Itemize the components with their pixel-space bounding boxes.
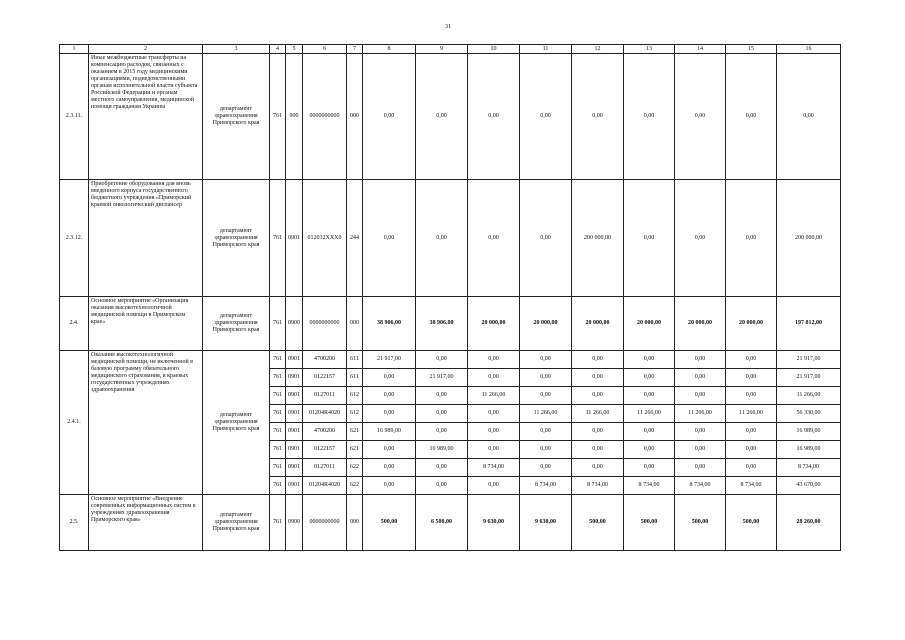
code-vr: 611 xyxy=(347,351,363,369)
measure-name: Иные межбюджетные трансферты на компенсацию расходов, связанных с оказанием в 2015 году медицинскими организациями, подведомственными органам исполнительной власти субъекта Российской Федерации и органам местного самоуправления, медицинской помощи гражданам Украины xyxy=(89,54,203,180)
value-cell: 0,00 xyxy=(726,180,777,297)
code-rzpr: 0900 xyxy=(286,495,303,551)
value-cell: 56 330,00 xyxy=(777,405,841,423)
value-cell: 0,00 xyxy=(416,477,468,495)
value-cell: 0,00 xyxy=(416,54,468,180)
column-header: 6 xyxy=(303,45,347,54)
code-rzpr: 0901 xyxy=(286,387,303,405)
budget-table xyxy=(59,44,841,551)
value-cell: 43 670,00 xyxy=(777,477,841,495)
code-grbs: 761 xyxy=(270,369,286,387)
value-cell: 16 989,00 xyxy=(363,423,416,441)
value-cell: 200 000,00 xyxy=(572,180,624,297)
value-cell: 0,00 xyxy=(416,351,468,369)
code-rzpr: 0901 xyxy=(286,459,303,477)
code-vr: 244 xyxy=(347,180,363,297)
code-csr: 012032XXX0 xyxy=(303,180,347,297)
value-cell: 21 917,00 xyxy=(777,351,841,369)
value-cell: 8 734,00 xyxy=(777,459,841,477)
value-cell: 0,00 xyxy=(363,477,416,495)
value-cell: 0,00 xyxy=(572,423,624,441)
value-cell: 21 917,00 xyxy=(777,369,841,387)
code-grbs: 761 xyxy=(270,387,286,405)
value-cell: 38 906,00 xyxy=(416,297,468,351)
value-cell: 11 266,00 xyxy=(572,405,624,423)
value-cell: 11 266,00 xyxy=(726,405,777,423)
value-cell: 38 906,00 xyxy=(363,297,416,351)
code-grbs: 761 xyxy=(270,405,286,423)
column-header: 1 xyxy=(60,45,89,54)
code-grbs: 761 xyxy=(270,441,286,459)
code-vr: 612 xyxy=(347,405,363,423)
measure-name: Основное мероприятие «Организация оказания высокотехнологичной медицинской помощи в Приморском крае» xyxy=(89,297,203,351)
column-header: 12 xyxy=(572,45,624,54)
row-number: 2.4.1. xyxy=(60,351,89,495)
column-header: 11 xyxy=(520,45,572,54)
column-header: 15 xyxy=(726,45,777,54)
code-grbs: 761 xyxy=(270,423,286,441)
code-csr: 0127011 xyxy=(303,459,347,477)
code-vr: 611 xyxy=(347,369,363,387)
value-cell: 0,00 xyxy=(572,351,624,369)
value-cell: 8 734,00 xyxy=(572,477,624,495)
code-rzpr: 0900 xyxy=(286,297,303,351)
value-cell: 500,00 xyxy=(572,495,624,551)
value-cell: 0,00 xyxy=(468,441,520,459)
code-vr: 622 xyxy=(347,477,363,495)
value-cell: 11 266,00 xyxy=(777,387,841,405)
column-header: 9 xyxy=(416,45,468,54)
value-cell: 0,00 xyxy=(520,351,572,369)
column-header: 4 xyxy=(270,45,286,54)
executor: департамент здравоохранения Приморского края xyxy=(203,297,270,351)
value-cell: 0,00 xyxy=(363,387,416,405)
value-cell: 8 734,00 xyxy=(468,459,520,477)
column-header: 5 xyxy=(286,45,303,54)
value-cell: 0,00 xyxy=(675,441,726,459)
value-cell: 20 000,00 xyxy=(624,297,675,351)
value-cell: 21 917,00 xyxy=(363,351,416,369)
value-cell: 0,00 xyxy=(572,459,624,477)
value-cell: 0,00 xyxy=(363,369,416,387)
value-cell: 0,00 xyxy=(468,180,520,297)
value-cell: 500,00 xyxy=(726,495,777,551)
code-grbs: 761 xyxy=(270,297,286,351)
value-cell: 0,00 xyxy=(468,405,520,423)
column-header: 10 xyxy=(468,45,520,54)
value-cell: 0,00 xyxy=(726,351,777,369)
value-cell: 0,00 xyxy=(624,369,675,387)
value-cell: 20 000,00 xyxy=(520,297,572,351)
value-cell: 0,00 xyxy=(675,387,726,405)
value-cell: 16 989,00 xyxy=(416,441,468,459)
value-cell: 0,00 xyxy=(572,387,624,405)
code-grbs: 761 xyxy=(270,459,286,477)
measure-name: Приобретение оборудования для вновь введенного корпуса государственного бюджетного учреждения «Приморский краевой онкологический диспансер xyxy=(89,180,203,297)
code-grbs: 761 xyxy=(270,351,286,369)
code-rzpr: 0901 xyxy=(286,405,303,423)
code-csr: 01204R4020 xyxy=(303,405,347,423)
value-cell: 0,00 xyxy=(416,459,468,477)
measure-name: Оказание высокотехнологичной медицинской помощи, не включенной в базовую программу обязательного медицинского страхования, в краевых государственных учреждениях здравоохранения xyxy=(89,351,203,495)
column-header: 8 xyxy=(363,45,416,54)
value-cell: 0,00 xyxy=(726,423,777,441)
value-cell: 0,00 xyxy=(572,369,624,387)
value-cell: 0,00 xyxy=(363,459,416,477)
value-cell: 0,00 xyxy=(726,54,777,180)
value-cell: 0,00 xyxy=(624,54,675,180)
value-cell: 0,00 xyxy=(572,441,624,459)
value-cell: 6 500,00 xyxy=(416,495,468,551)
value-cell: 0,00 xyxy=(624,351,675,369)
row-number: 2.3.11. xyxy=(60,54,89,180)
code-csr: 0000000000 xyxy=(303,495,347,551)
value-cell: 0,00 xyxy=(726,459,777,477)
code-vr: 622 xyxy=(347,459,363,477)
value-cell: 500,00 xyxy=(675,495,726,551)
code-vr: 000 xyxy=(347,495,363,551)
table-header-row xyxy=(60,45,841,54)
code-grbs: 761 xyxy=(270,180,286,297)
code-csr: 0000000000 xyxy=(303,297,347,351)
column-header: 2 xyxy=(89,45,203,54)
code-csr: 0127011 xyxy=(303,387,347,405)
value-cell: 8 734,00 xyxy=(520,477,572,495)
value-cell: 0,00 xyxy=(363,405,416,423)
table-row xyxy=(60,297,841,351)
table-row xyxy=(60,495,841,551)
value-cell: 0,00 xyxy=(726,387,777,405)
code-csr: 0000000000 xyxy=(303,54,347,180)
value-cell: 0,00 xyxy=(520,459,572,477)
value-cell: 0,00 xyxy=(468,369,520,387)
page-number: 31 xyxy=(445,24,451,30)
value-cell: 0,00 xyxy=(624,441,675,459)
value-cell: 20 000,00 xyxy=(675,297,726,351)
value-cell: 0,00 xyxy=(675,54,726,180)
subrows-2-4-1 xyxy=(60,351,841,495)
value-cell: 11 266,00 xyxy=(675,405,726,423)
value-cell: 9 630,00 xyxy=(468,495,520,551)
value-cell: 0,00 xyxy=(572,54,624,180)
value-cell: 0,00 xyxy=(468,477,520,495)
value-cell: 20 000,00 xyxy=(468,297,520,351)
value-cell: 9 630,00 xyxy=(520,495,572,551)
executor: департамент здравоохранения Приморского края xyxy=(203,54,270,180)
value-cell: 500,00 xyxy=(363,495,416,551)
table-row xyxy=(60,54,841,180)
code-csr: 4700200 xyxy=(303,351,347,369)
row-number: 2.4. xyxy=(60,297,89,351)
value-cell: 0,00 xyxy=(675,351,726,369)
value-cell: 0,00 xyxy=(624,459,675,477)
value-cell: 0,00 xyxy=(675,459,726,477)
code-csr: 0122157 xyxy=(303,441,347,459)
value-cell: 0,00 xyxy=(468,54,520,180)
value-cell: 0,00 xyxy=(520,441,572,459)
table-row xyxy=(60,180,841,297)
value-cell: 0,00 xyxy=(468,423,520,441)
value-cell: 0,00 xyxy=(520,54,572,180)
code-rzpr: 0901 xyxy=(286,477,303,495)
value-cell: 0,00 xyxy=(416,180,468,297)
value-cell: 0,00 xyxy=(777,54,841,180)
code-rzpr: 0901 xyxy=(286,180,303,297)
code-vr: 000 xyxy=(347,54,363,180)
value-cell: 0,00 xyxy=(675,423,726,441)
value-cell: 8 734,00 xyxy=(726,477,777,495)
code-csr: 0122157 xyxy=(303,369,347,387)
code-rzpr: 0901 xyxy=(286,369,303,387)
column-header: 14 xyxy=(675,45,726,54)
value-cell: 0,00 xyxy=(520,423,572,441)
table-row xyxy=(60,351,841,369)
value-cell: 20 000,00 xyxy=(726,297,777,351)
value-cell: 11 266,00 xyxy=(624,405,675,423)
value-cell: 0,00 xyxy=(675,180,726,297)
column-header: 3 xyxy=(203,45,270,54)
value-cell: 0,00 xyxy=(624,180,675,297)
value-cell: 0,00 xyxy=(416,387,468,405)
value-cell: 8 734,00 xyxy=(624,477,675,495)
row-number: 2.5. xyxy=(60,495,89,551)
code-vr: 621 xyxy=(347,441,363,459)
column-header: 7 xyxy=(347,45,363,54)
executor: департамент здравоохранения Приморского края xyxy=(203,180,270,297)
value-cell: 0,00 xyxy=(416,423,468,441)
value-cell: 11 266,00 xyxy=(468,387,520,405)
value-cell: 0,00 xyxy=(363,180,416,297)
value-cell: 0,00 xyxy=(363,54,416,180)
row-number: 2.3.12. xyxy=(60,180,89,297)
value-cell: 0,00 xyxy=(416,405,468,423)
code-rzpr: 0901 xyxy=(286,351,303,369)
value-cell: 0,00 xyxy=(520,387,572,405)
code-grbs: 761 xyxy=(270,495,286,551)
code-grbs: 761 xyxy=(270,477,286,495)
measure-name: Основное мероприятие «Внедрение современных информационных систем в учреждениях здравоохранения Приморского края» xyxy=(89,495,203,551)
value-cell: 11 266,00 xyxy=(520,405,572,423)
value-cell: 200 000,00 xyxy=(777,180,841,297)
code-rzpr: 0901 xyxy=(286,423,303,441)
column-header: 16 xyxy=(777,45,841,54)
value-cell: 500,00 xyxy=(624,495,675,551)
value-cell: 0,00 xyxy=(520,180,572,297)
value-cell: 16 989,00 xyxy=(777,423,841,441)
value-cell: 28 260,00 xyxy=(777,495,841,551)
executor: департамент здравоохранения Приморского края xyxy=(203,495,270,551)
value-cell: 0,00 xyxy=(624,387,675,405)
value-cell: 21 917,00 xyxy=(416,369,468,387)
value-cell: 0,00 xyxy=(468,351,520,369)
value-cell: 0,00 xyxy=(675,369,726,387)
value-cell: 8 734,00 xyxy=(675,477,726,495)
value-cell: 20 000,00 xyxy=(572,297,624,351)
value-cell: 0,00 xyxy=(363,441,416,459)
value-cell: 16 989,00 xyxy=(777,441,841,459)
column-header: 13 xyxy=(624,45,675,54)
code-vr: 621 xyxy=(347,423,363,441)
value-cell: 0,00 xyxy=(726,441,777,459)
code-rzpr: 900 xyxy=(286,54,303,180)
value-cell: 0,00 xyxy=(624,423,675,441)
value-cell: 0,00 xyxy=(726,369,777,387)
value-cell: 197 812,00 xyxy=(777,297,841,351)
code-csr: 4700200 xyxy=(303,423,347,441)
code-vr: 612 xyxy=(347,387,363,405)
value-cell: 0,00 xyxy=(520,369,572,387)
executor: департамент здравоохранения Приморского края xyxy=(203,351,270,495)
code-csr: 01204R4020 xyxy=(303,477,347,495)
code-grbs: 761 xyxy=(270,54,286,180)
code-vr: 000 xyxy=(347,297,363,351)
code-rzpr: 0901 xyxy=(286,441,303,459)
